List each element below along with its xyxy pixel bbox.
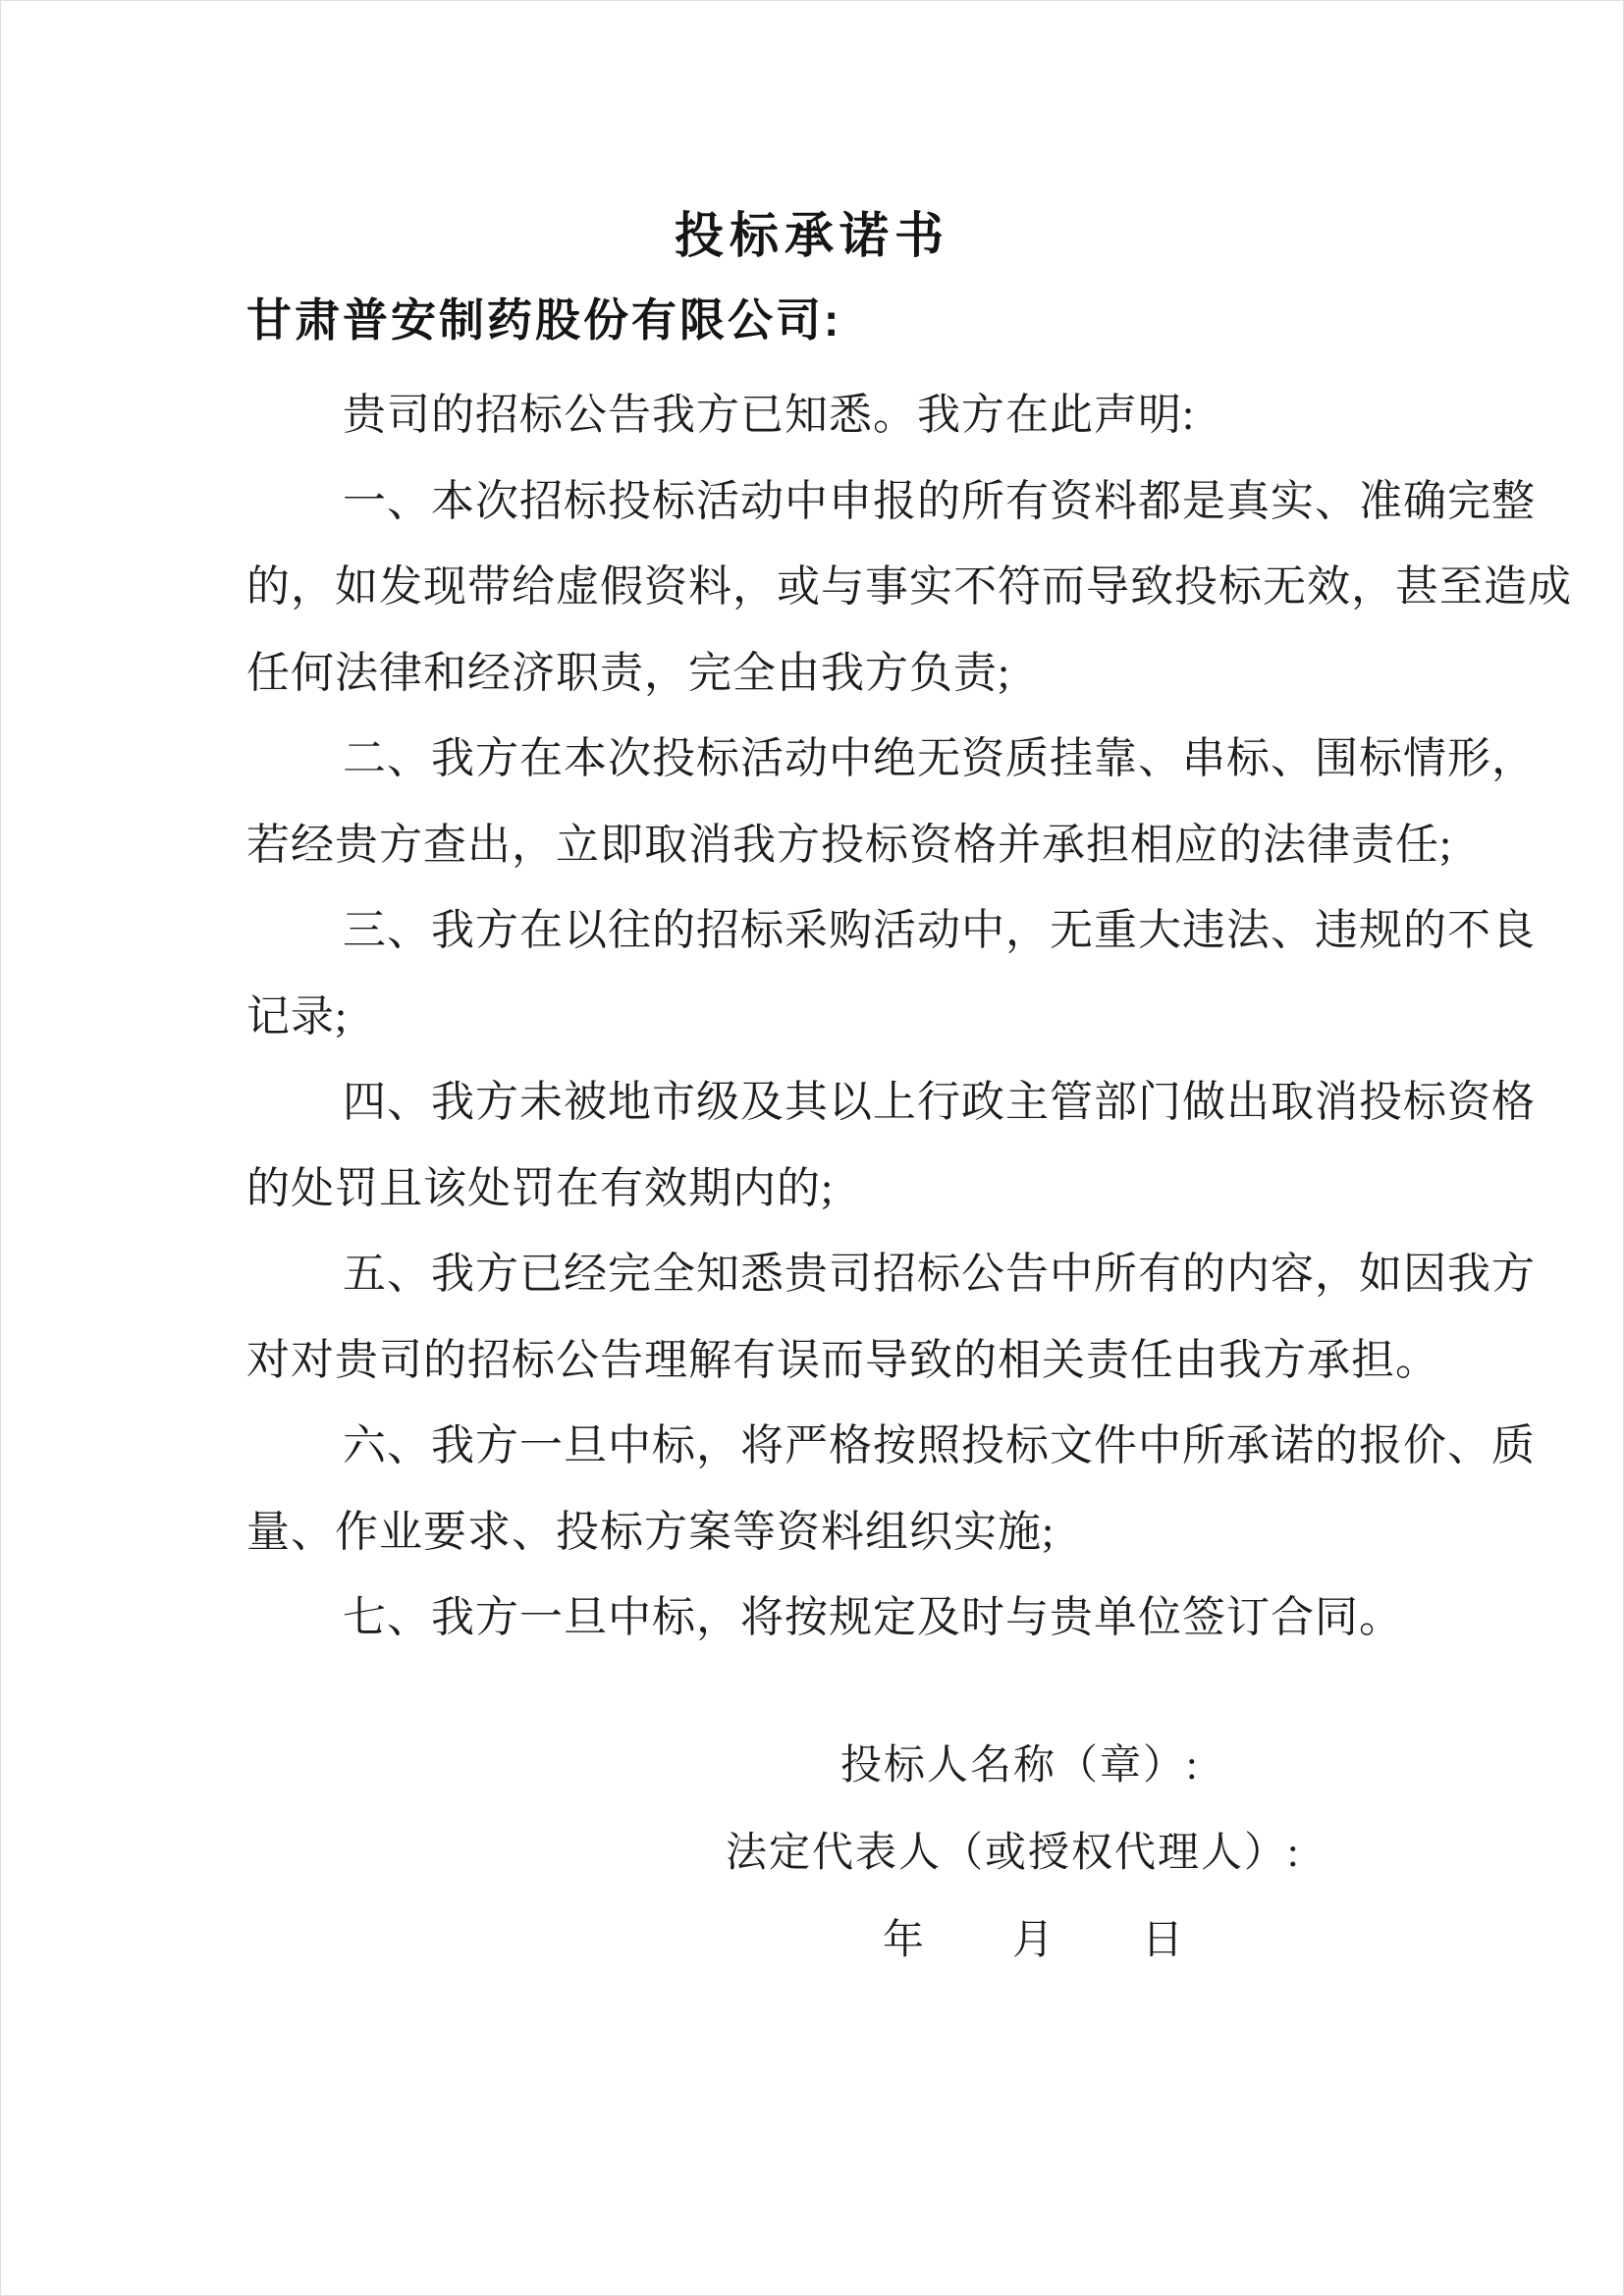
- body-line: 若经贵方查出，立即取消我方投标资格并承担相应的法律责任;: [246, 820, 1453, 869]
- signature-date-label: 年 月 日: [883, 1918, 1186, 1963]
- signature-bidder-name-label: 投标人名称（章）:: [840, 1743, 1200, 1789]
- page-title: 投标承诺书: [675, 208, 949, 263]
- body-line: 一、本次招标投标活动中申报的所有资料都是真实、准确完整: [343, 476, 1536, 525]
- body-line: 三、我方在以往的招标采购活动中，无重大违法、违规的不良: [343, 906, 1536, 954]
- body-line: 五、我方已经完全知悉贵司招标公告中所有的内容，如因我方: [343, 1250, 1536, 1298]
- body-line: 四、我方未被地市级及其以上行政主管部门做出取消投标资格: [343, 1078, 1536, 1126]
- body-line: 二、我方在本次投标活动中绝无资质挂靠、串标、围标情形，: [343, 734, 1536, 782]
- body-line: 的，如发现带给虚假资料，或与事实不符而导致投标无效，甚至造成: [246, 562, 1572, 611]
- body-line: 七、我方一旦中标，将按规定及时与贵单位签订合同。: [343, 1593, 1403, 1641]
- signature-legal-representative-label: 法定代表人（或授权代理人）:: [726, 1831, 1301, 1876]
- body-line: 量、作业要求、投标方案等资料组织实施;: [246, 1507, 1056, 1556]
- body-line: 贵司的招标公告我方已知悉。我方在此声明:: [343, 391, 1196, 439]
- body-line: 任何法律和经济职责，完全由我方负责;: [246, 648, 1011, 697]
- recipient-line: 甘肃普安制药股份有限公司:: [246, 294, 842, 346]
- body-line: 的处罚且该处罚在有效期内的;: [246, 1163, 835, 1212]
- document-body: [246, 372, 1572, 1661]
- body-line: 六、我方一旦中标，将严格按照投标文件中所承诺的报价、质: [343, 1421, 1536, 1469]
- body-line: 记录;: [246, 991, 349, 1041]
- body-line: 对对贵司的招标公告理解有误而导致的相关责任由我方承担。: [246, 1335, 1439, 1384]
